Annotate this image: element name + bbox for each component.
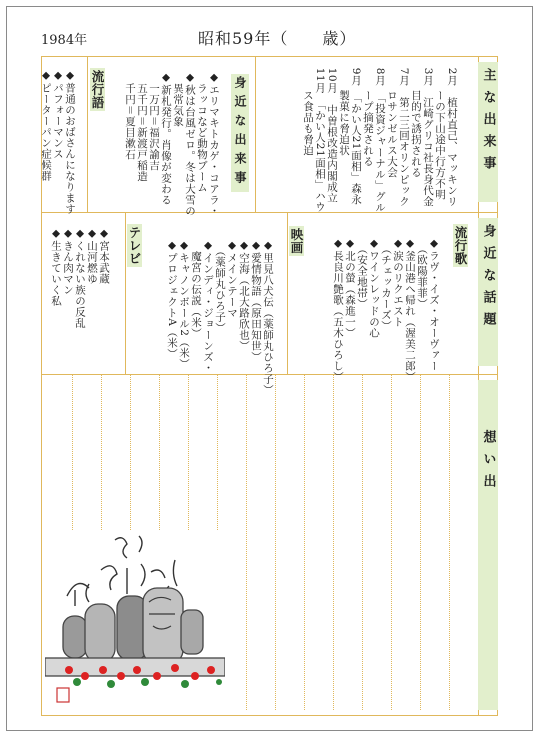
movie-line: ◆愛情物語（原田知世） [250,239,262,363]
tv-line: ◆宮本武蔵 [98,227,110,285]
tv-list [50,220,122,365]
buzzword-line: ◆ピーターパン症候群 [40,69,52,182]
tv-line: ◆きん肉マン [62,227,74,296]
tv-line: ◆生きていく私 [50,227,62,307]
section-label-familiar-topics: 身近な話題 [478,218,498,366]
song-line: （チェッカーズ） [380,237,392,332]
song-line: ◆釜山港へ帰れ（渥美二郎） [404,237,416,383]
familiar-line: ◆秋は台風ゼロ。冬は大雪の [184,71,196,217]
familiar-line: 千円＝夏目漱石 [124,71,136,160]
page-title: 昭和59年（ 歳） [198,29,357,48]
writing-line [304,375,305,710]
song-line: （安全地帯） [356,237,368,310]
event-line: 2月 植村直己、マッキンリ [446,67,458,207]
familiar-list [116,64,232,217]
movie-line: ◆空海（北大路欣也） [238,239,250,352]
event-line: 目的で誘拐される [410,67,422,178]
event-line: ス食品も脅迫 [302,67,314,156]
section-label-memories: 想い出 [478,380,498,710]
writing-line [246,375,247,710]
songs-heading: 流行歌 [453,225,468,265]
movie-line: ◆里見八犬伝（薬師丸ひろ子） [262,239,274,396]
song-line: ◆ワインレッドの心 [368,237,380,339]
familiar-line: ◆新札発行。肖像が変わる [160,71,172,206]
event-line: ロサンゼルス大会 [386,67,398,178]
writing-line [275,375,276,710]
movie-line: （薬師丸ひろ子） [214,239,226,334]
event-line: 8月 「投資ジャーナル」グル [374,67,386,213]
buzzwords-list [40,62,88,215]
event-line: 製菓に脅迫状 [338,67,350,156]
jizo-illustration [45,530,225,712]
writing-line [391,375,392,710]
familiar-line: 異常気象 [172,71,184,127]
tv-heading: テレビ [127,225,142,265]
year-label: 1984年 [41,33,88,48]
tv-line: ◆くれない族の反乱 [74,227,86,329]
writing-line [333,375,334,710]
song-line: ◆長良川艶歌（五木ひろし） [332,237,344,383]
familiar-line: 一万円＝福沢諭吉 [148,71,160,171]
movie-line: 魔宮の伝説（米） [190,239,202,339]
divider-tv [125,212,126,374]
buzzwords-heading: 流行語 [90,69,105,109]
event-line: ーの下山途中行方不明 [434,67,446,200]
familiar-heading: 身近な出来事 [233,75,247,190]
writing-line [420,375,421,710]
event-line: 3月 江崎グリコ社長身代金 [422,67,434,207]
song-line: ◆ラヴ・イズ・オーヴァー [428,237,440,372]
event-line: 9月 「かい人21面相」森永 [350,67,362,205]
writing-line [449,375,450,710]
event-line: 10月 中曽根改造内閣成立 [326,67,338,204]
songs-list [332,230,452,383]
movie-line: ◆インディ・ジョーンズ・ [202,239,214,374]
movies-list [166,232,286,396]
movie-line: ◆キャノンボール2（米） [178,239,190,370]
buzzword-line: ◆普通のおばさんになります [64,69,76,215]
buzzword-line: ◆パフォーマンス [52,69,64,160]
song-line: ◆涙のリクエスト [392,237,404,328]
movies-heading: 映画 [289,227,304,254]
event-line: 7月 第二三回オリンピック [398,67,410,207]
movie-line: ◆メインテーマ [226,239,238,319]
familiar-line: 五千円＝新渡戸稲造 [136,71,148,182]
events-list [300,60,470,213]
section-label-main-events: 主な出来事 [478,62,498,202]
song-line: ◆北の螢（森進一） [344,237,356,339]
event-line: ープ摘発される [362,67,374,167]
familiar-line: ラッコなど動物ブーム [196,71,208,193]
event-line: 11月 「かい人21面相」ハウ [314,67,326,213]
divider-movies [287,212,288,374]
divider-top [41,212,498,213]
familiar-line: ◆エリマキトカゲ・コアラ・ [208,71,220,217]
song-line: （欧陽菲菲） [416,237,428,310]
writing-line [362,375,363,710]
tv-line: ◆山河燃ゆ [86,227,98,285]
movie-line: ◆プロジェクトA（米） [166,239,178,360]
